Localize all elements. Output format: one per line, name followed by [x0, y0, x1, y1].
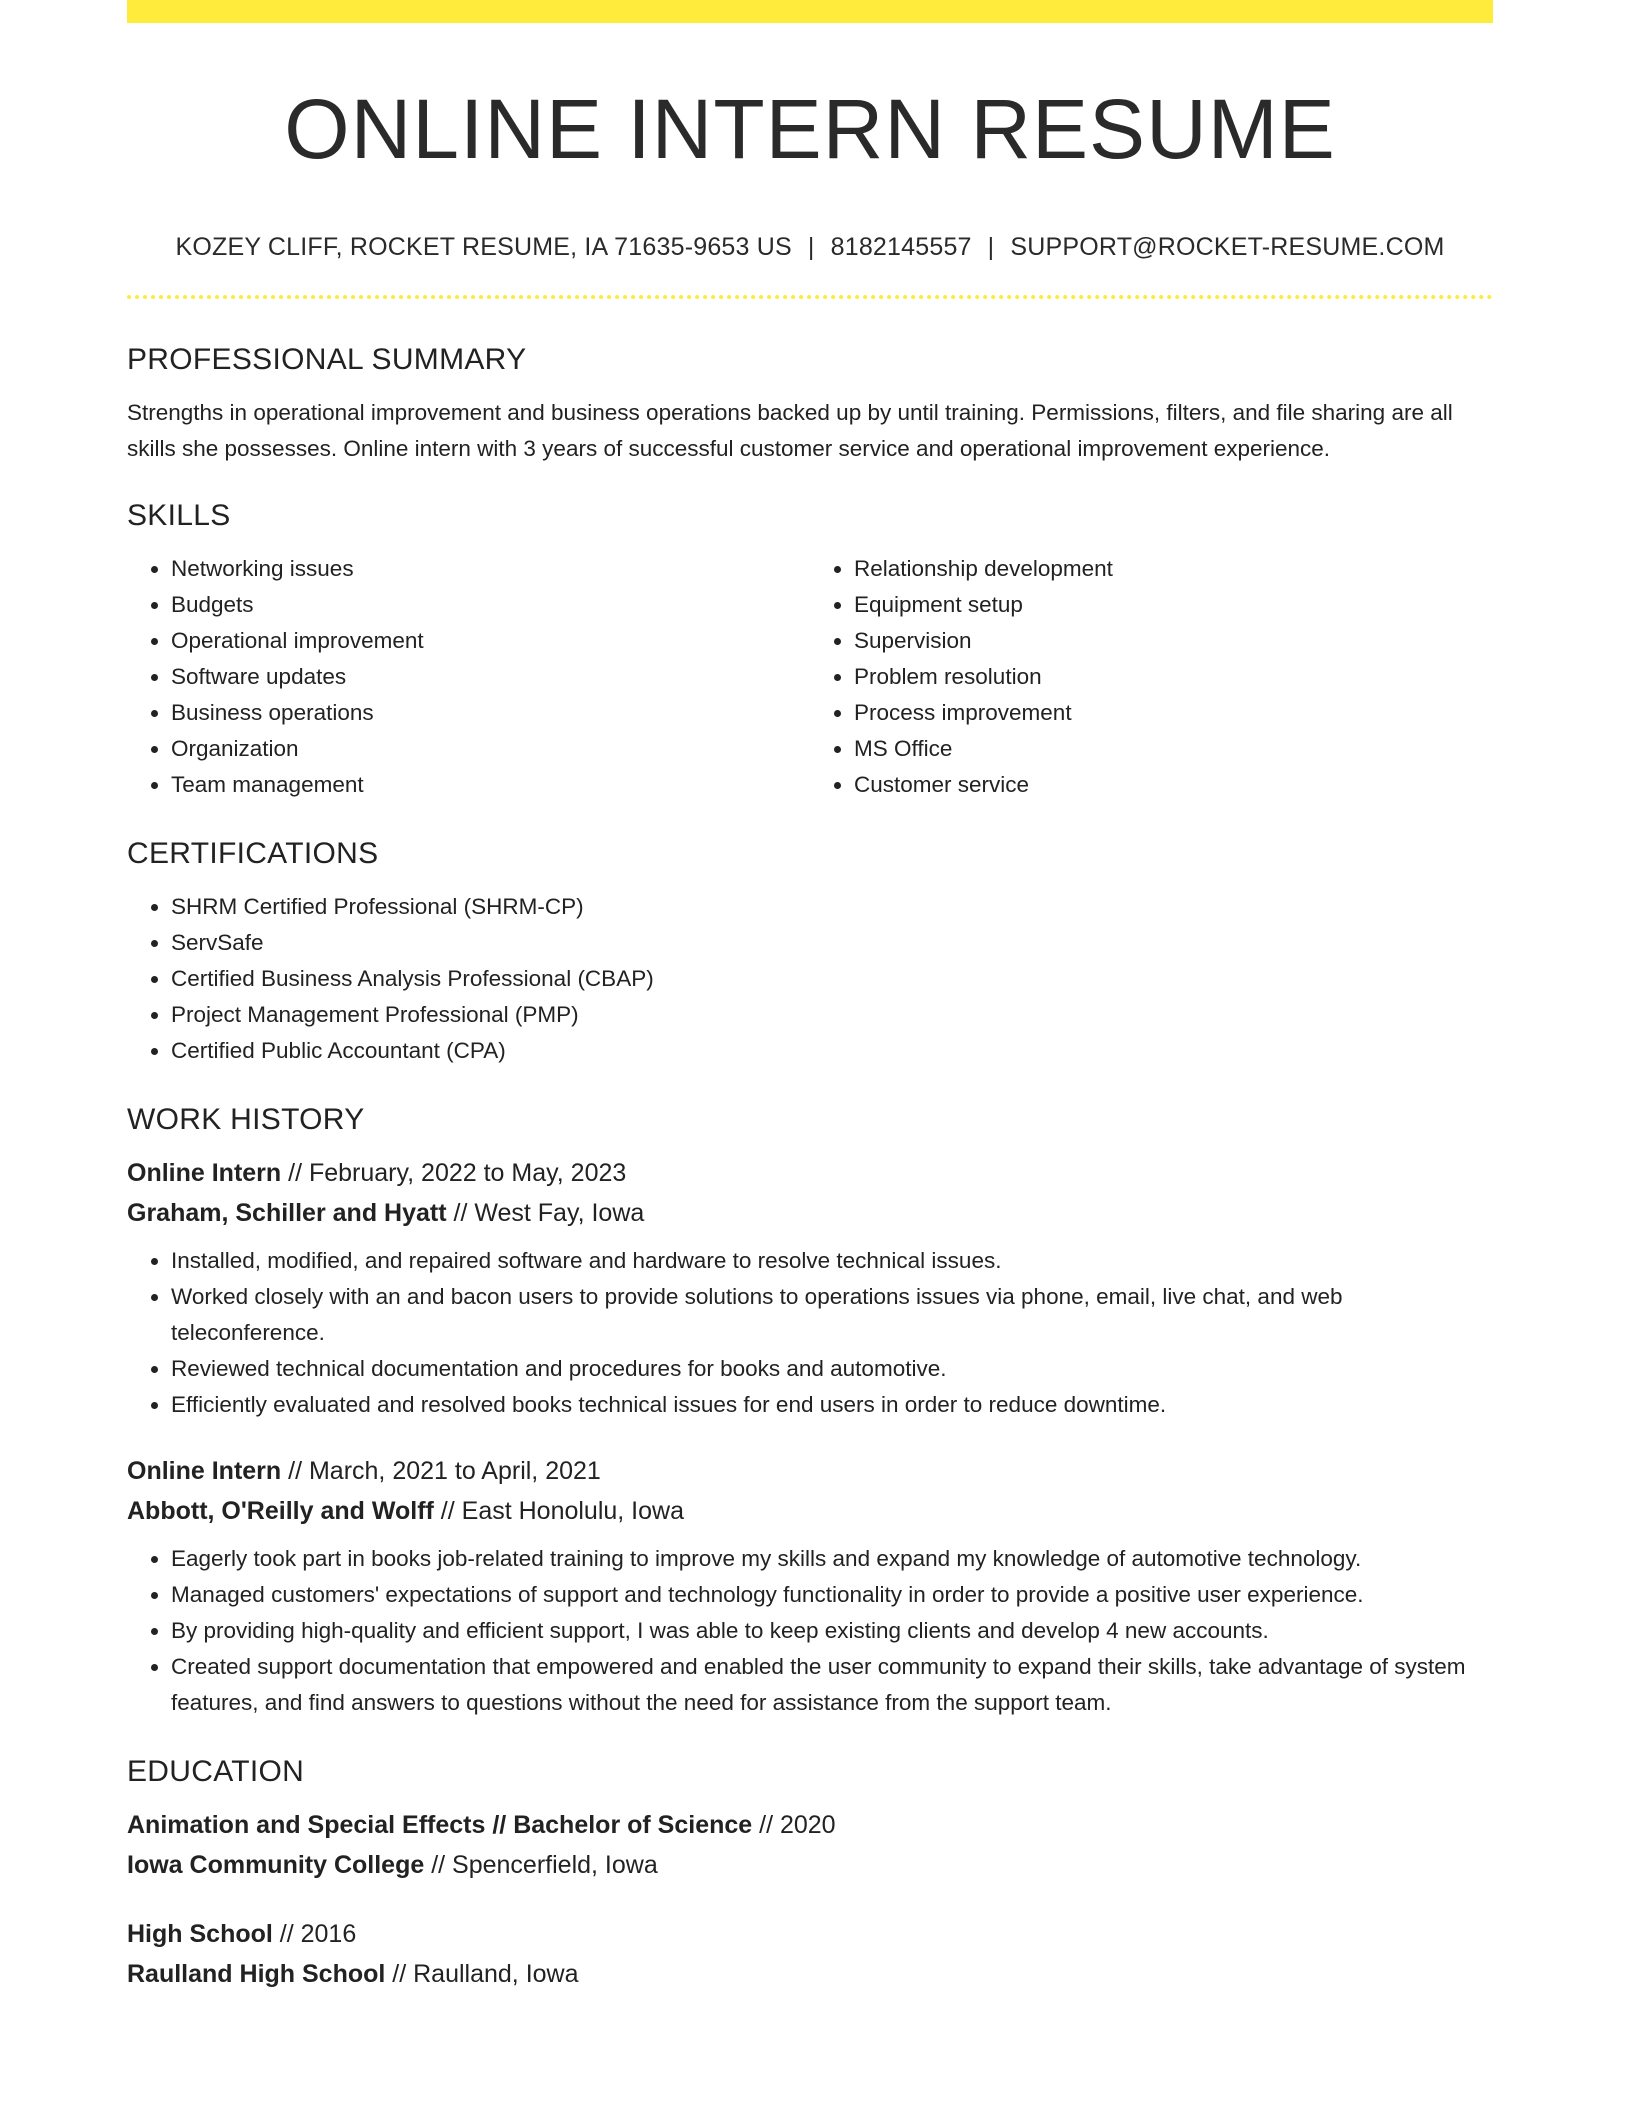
education-degree: Animation and Special Effects // Bachelor of Science: [127, 1811, 753, 1840]
resume-title: ONLINE INTERN RESUME: [284, 82, 1336, 176]
job-location: // East Honolulu, Iowa: [433, 1497, 684, 1526]
job-duty-item: • Eagerly took part in books job-related training to improve my skills and expand my knowledge of automotive technology.: [171, 1541, 1493, 1577]
section-heading-certifications: CERTIFICATIONS: [127, 837, 379, 871]
resume-page: [127, 0, 1493, 1994]
certification-item: • Certified Business Analysis Professional (CBAP): [171, 961, 1493, 997]
contact-separator: |: [987, 233, 995, 262]
skills-columns: [127, 551, 1493, 803]
contact-separator: |: [807, 233, 815, 262]
education-year: // 2020: [752, 1811, 836, 1840]
job-location: // West Fay, Iowa: [446, 1199, 645, 1228]
certification-item: • ServSafe: [171, 925, 1493, 961]
job-company: Abbott, O'Reilly and Wolff: [127, 1497, 434, 1526]
job-duties-list: [127, 1243, 1493, 1423]
contact-address: KOZEY CLIFF, ROCKET RESUME, IA 71635-9653 US: [175, 233, 792, 262]
job-title: Online Intern: [127, 1457, 282, 1486]
job-title-line: [127, 1153, 1493, 1193]
section-heading-work-history: WORK HISTORY: [127, 1103, 365, 1137]
education-school: Raulland High School: [127, 1960, 386, 1989]
job-dates: // March, 2021 to April, 2021: [281, 1457, 601, 1486]
skill-item: • Relationship development: [854, 551, 1493, 587]
education-degree: High School: [127, 1920, 273, 1949]
certifications-list: [127, 889, 1493, 1069]
skill-item: • Budgets: [171, 587, 810, 623]
certification-item: • Project Management Professional (PMP): [171, 997, 1493, 1033]
education-location: // Spencerfield, Iowa: [424, 1851, 658, 1880]
skill-item: • MS Office: [854, 731, 1493, 767]
section-heading-education: EDUCATION: [127, 1755, 305, 1789]
skills-list-left: [127, 551, 810, 803]
skill-item: • Team management: [171, 767, 810, 803]
dotted-divider: [127, 295, 1493, 299]
education-school: Iowa Community College: [127, 1851, 425, 1880]
job-title-line: [127, 1451, 1493, 1491]
education-degree-line: [127, 1914, 1493, 1954]
job-duty-item: • Worked closely with an and bacon users to provide solutions to operations issues via phone, email, live chat, and web teleconference.: [171, 1279, 1493, 1351]
education-location: // Raulland, Iowa: [385, 1960, 579, 1989]
education-school-line: [127, 1954, 1493, 1994]
summary-text: Strengths in operational improvement and business operations backed up by until training. Permissions, filters, and file sharing are all skills she possesses. Online intern with 3 years of successful customer service and operational improvement experience.: [127, 400, 1453, 462]
skill-item: • Problem resolution: [854, 659, 1493, 695]
skill-item: • Organization: [171, 731, 810, 767]
job-duty-item: • Reviewed technical documentation and procedures for books and automotive.: [171, 1351, 1493, 1387]
job-title: Online Intern: [127, 1159, 282, 1188]
contact-email: SUPPORT@ROCKET-RESUME.COM: [1010, 233, 1445, 262]
contact-phone: 8182145557: [830, 233, 972, 262]
job-entry: [127, 1451, 1493, 1721]
top-accent-bar: [127, 0, 1493, 23]
job-company: Graham, Schiller and Hyatt: [127, 1199, 447, 1228]
education-year: // 2016: [272, 1920, 357, 1949]
skill-item: • Customer service: [854, 767, 1493, 803]
skill-item: • Software updates: [171, 659, 810, 695]
section-heading-skills: SKILLS: [127, 499, 231, 533]
job-dates: // February, 2022 to May, 2023: [281, 1159, 627, 1188]
education-entry: [127, 1914, 1493, 1994]
job-duty-item: • By providing high-quality and efficient support, I was able to keep existing clients and develop 4 new accounts.: [171, 1613, 1493, 1649]
job-duty-item: • Managed customers' expectations of support and technology functionality in order to provide a positive user experience.: [171, 1577, 1493, 1613]
job-duty-item: • Installed, modified, and repaired software and hardware to resolve technical issues.: [171, 1243, 1493, 1279]
skill-item: • Equipment setup: [854, 587, 1493, 623]
skill-item: • Operational improvement: [171, 623, 810, 659]
education-school-line: [127, 1845, 1493, 1885]
skill-item: • Business operations: [171, 695, 810, 731]
certification-item: • Certified Public Accountant (CPA): [171, 1033, 1493, 1069]
contact-line: [127, 233, 1493, 262]
job-company-line: [127, 1193, 1493, 1233]
skill-item: • Networking issues: [171, 551, 810, 587]
skills-list-right: [810, 551, 1493, 803]
education-entry: [127, 1805, 1493, 1885]
job-duty-item: • Efficiently evaluated and resolved books technical issues for end users in order to reduce downtime.: [171, 1387, 1493, 1423]
job-company-line: [127, 1491, 1493, 1531]
certification-item: • SHRM Certified Professional (SHRM-CP): [171, 889, 1493, 925]
job-duty-item: • Created support documentation that empowered and enabled the user community to expand their skills, take advantage of system features, and find answers to questions without the need for assistance from the support team.: [171, 1649, 1493, 1721]
job-entry: [127, 1153, 1493, 1423]
section-heading-summary: PROFESSIONAL SUMMARY: [127, 343, 527, 377]
skill-item: • Supervision: [854, 623, 1493, 659]
education-degree-line: [127, 1805, 1493, 1845]
skill-item: • Process improvement: [854, 695, 1493, 731]
job-duties-list: [127, 1541, 1493, 1721]
